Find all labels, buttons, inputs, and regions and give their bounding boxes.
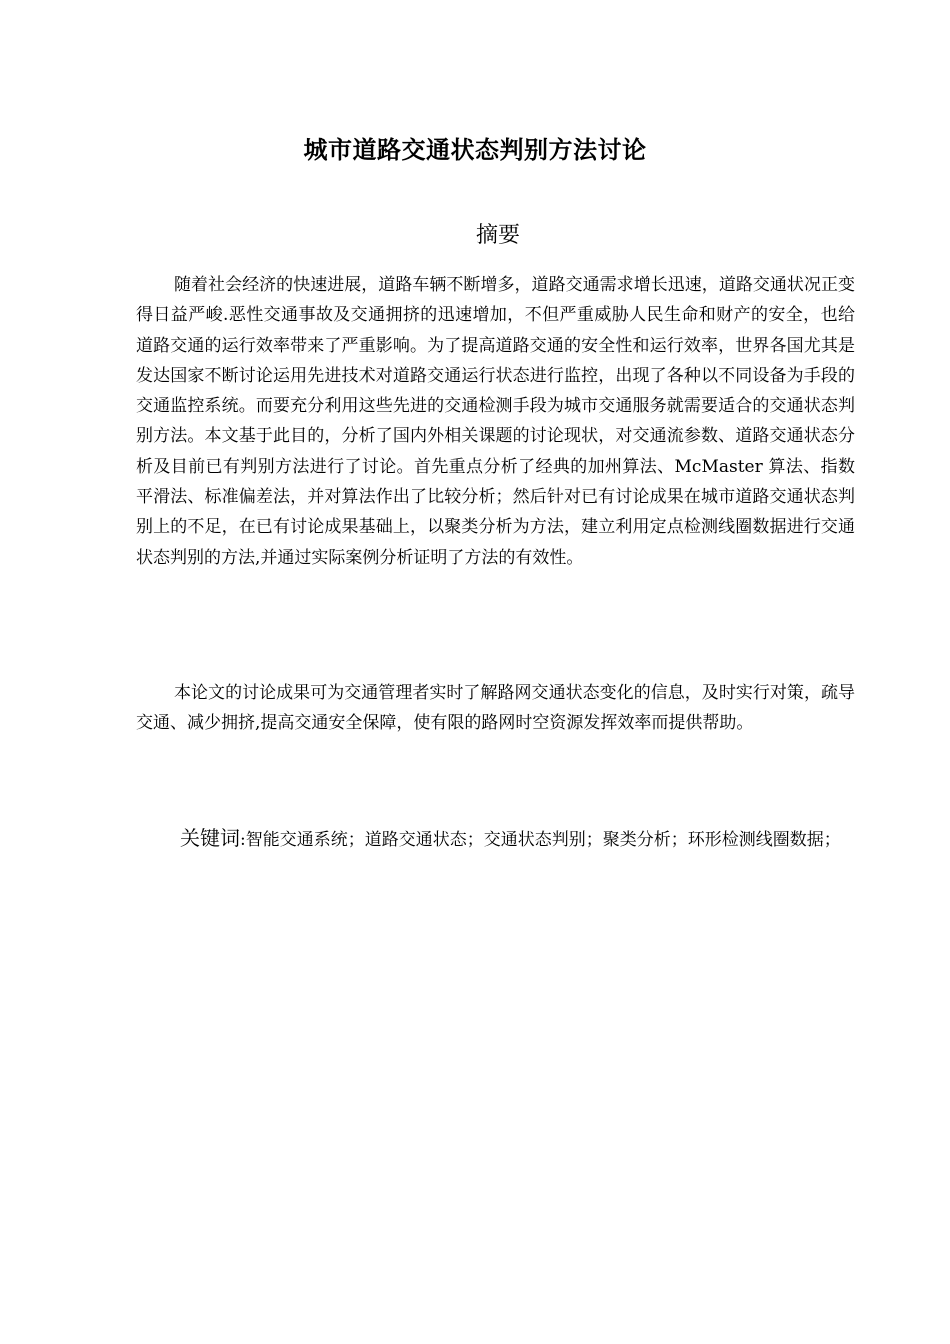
abstract-paragraph-2: 本论文的讨论成果可为交通管理者实时了解路网交通状态变化的信息，及时实行对策，疏导交通、减少拥挤,提高交通安全保障，使有限的路网时空资源发挥效率而提供帮助。 <box>136 683 855 734</box>
keywords-label: 关键词 <box>180 826 240 850</box>
document-title: 城市道路交通状态判别方法讨论 <box>303 136 647 164</box>
abstract-paragraph-1: 随着社会经济的快速进展，道路车辆不断增多，道路交通需求增长迅速，道路交通状况正变得日益严峻.恶性交通事故及交通拥挤的迅速增加，不但严重威胁人民生命和财产的安全，也给道路交通的运行效率带来了严重影响。为了提高道路交通的安全性和运行效率，世界各国尤其是发达国家不断讨论运用先进技术对道路交通运行状态进行监控，出现了各种以不同设备为手段的交通监控系统。而要充分利用这些先进的交通检测手段为城市交通服务就需要适合的交通状态判别方法。本文基于此目的，分析了国内外相关课题的讨论现状，对交通流参数、道路交通状态分析及目前已有判别方法进行了讨论。首先重点分析了经典的加州算法、McMaster 算法、指数平滑法、标准偏差法，并对算法作出了比较分析；然后针对已有讨论成果在城市道路交通状态判别上的不足，在已有讨论成果基础上，以聚类分析为方法，建立利用定点检测线圈数据进行交通状态判别的方法,并通过实际案例分析证明了方法的有效性。 <box>136 275 855 568</box>
abstract-heading: 摘要 <box>475 223 520 248</box>
keywords-text: :智能交通系统；道路交通状态；交通状态判别；聚类分析；环形检测线圈数据； <box>240 830 841 850</box>
keywords-line <box>136 822 855 856</box>
